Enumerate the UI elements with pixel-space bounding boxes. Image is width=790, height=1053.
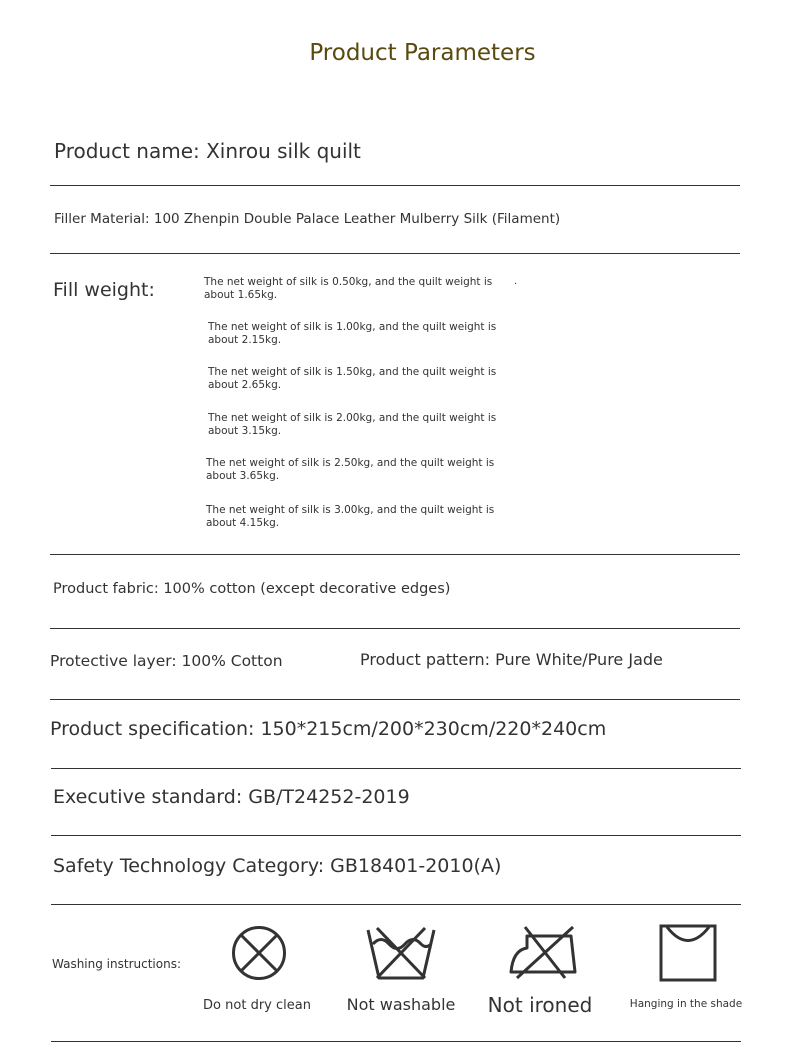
fill-weight-option: The net weight of silk is 1.50kg, and the quilt weight is about 2.65kg.: [208, 366, 497, 391]
no-wash-icon: [365, 924, 437, 982]
divider: [50, 185, 740, 186]
filler-material: Filler Material: 100 Zhenpin Double Palace Leather Mulberry Silk (Filament): [54, 211, 561, 227]
washing-item-label: Do not dry clean: [203, 998, 311, 1013]
washing-item-label: Not washable: [346, 995, 456, 1014]
divider: [50, 699, 740, 700]
no-iron-icon: [507, 924, 579, 982]
washing-item-label: Not ironed: [487, 993, 593, 1017]
executive-standard: Executive standard: GB/T24252-2019: [53, 786, 410, 808]
fill-weight-option: The net weight of silk is 1.00kg, and the quilt weight is about 2.15kg.: [208, 321, 497, 346]
divider: [50, 554, 740, 555]
safety-category: Safety Technology Category: GB18401-2010(A): [53, 855, 502, 877]
fill-weight-option: The net weight of silk is 2.50kg, and the quilt weight is about 3.65kg.: [206, 457, 495, 482]
fill-weight-option: The net weight of silk is 0.50kg, and the quilt weight is about 1.65kg.: [204, 276, 493, 301]
fill-weight-option: The net weight of silk is 3.00kg, and the quilt weight is about 4.15kg.: [206, 504, 495, 529]
washing-label: Washing instructions:: [52, 957, 181, 971]
divider: [51, 904, 741, 905]
page-title: Product Parameters: [309, 40, 536, 66]
divider: [50, 253, 740, 254]
divider: [51, 835, 741, 836]
dot-mark: .: [514, 276, 518, 287]
hang-dry-shade-icon: [659, 924, 717, 982]
divider: [50, 628, 740, 629]
product-name: Product name: Xinrou silk quilt: [54, 139, 361, 163]
product-specification: Product specification: 150*215cm/200*230cm/220*240cm: [50, 718, 607, 740]
product-pattern: Product pattern: Pure White/Pure Jade: [360, 650, 663, 669]
fill-weight-label: Fill weight:: [53, 279, 155, 301]
divider: [51, 1041, 741, 1042]
no-dry-clean-icon: [231, 925, 287, 981]
washing-item-label: Hanging in the shade: [629, 998, 743, 1010]
fill-weight-option: The net weight of silk is 2.00kg, and the quilt weight is about 3.15kg.: [208, 412, 497, 437]
protective-layer: Protective layer: 100% Cotton: [50, 652, 283, 670]
product-fabric: Product fabric: 100% cotton (except decorative edges): [53, 581, 451, 597]
divider: [51, 768, 741, 769]
